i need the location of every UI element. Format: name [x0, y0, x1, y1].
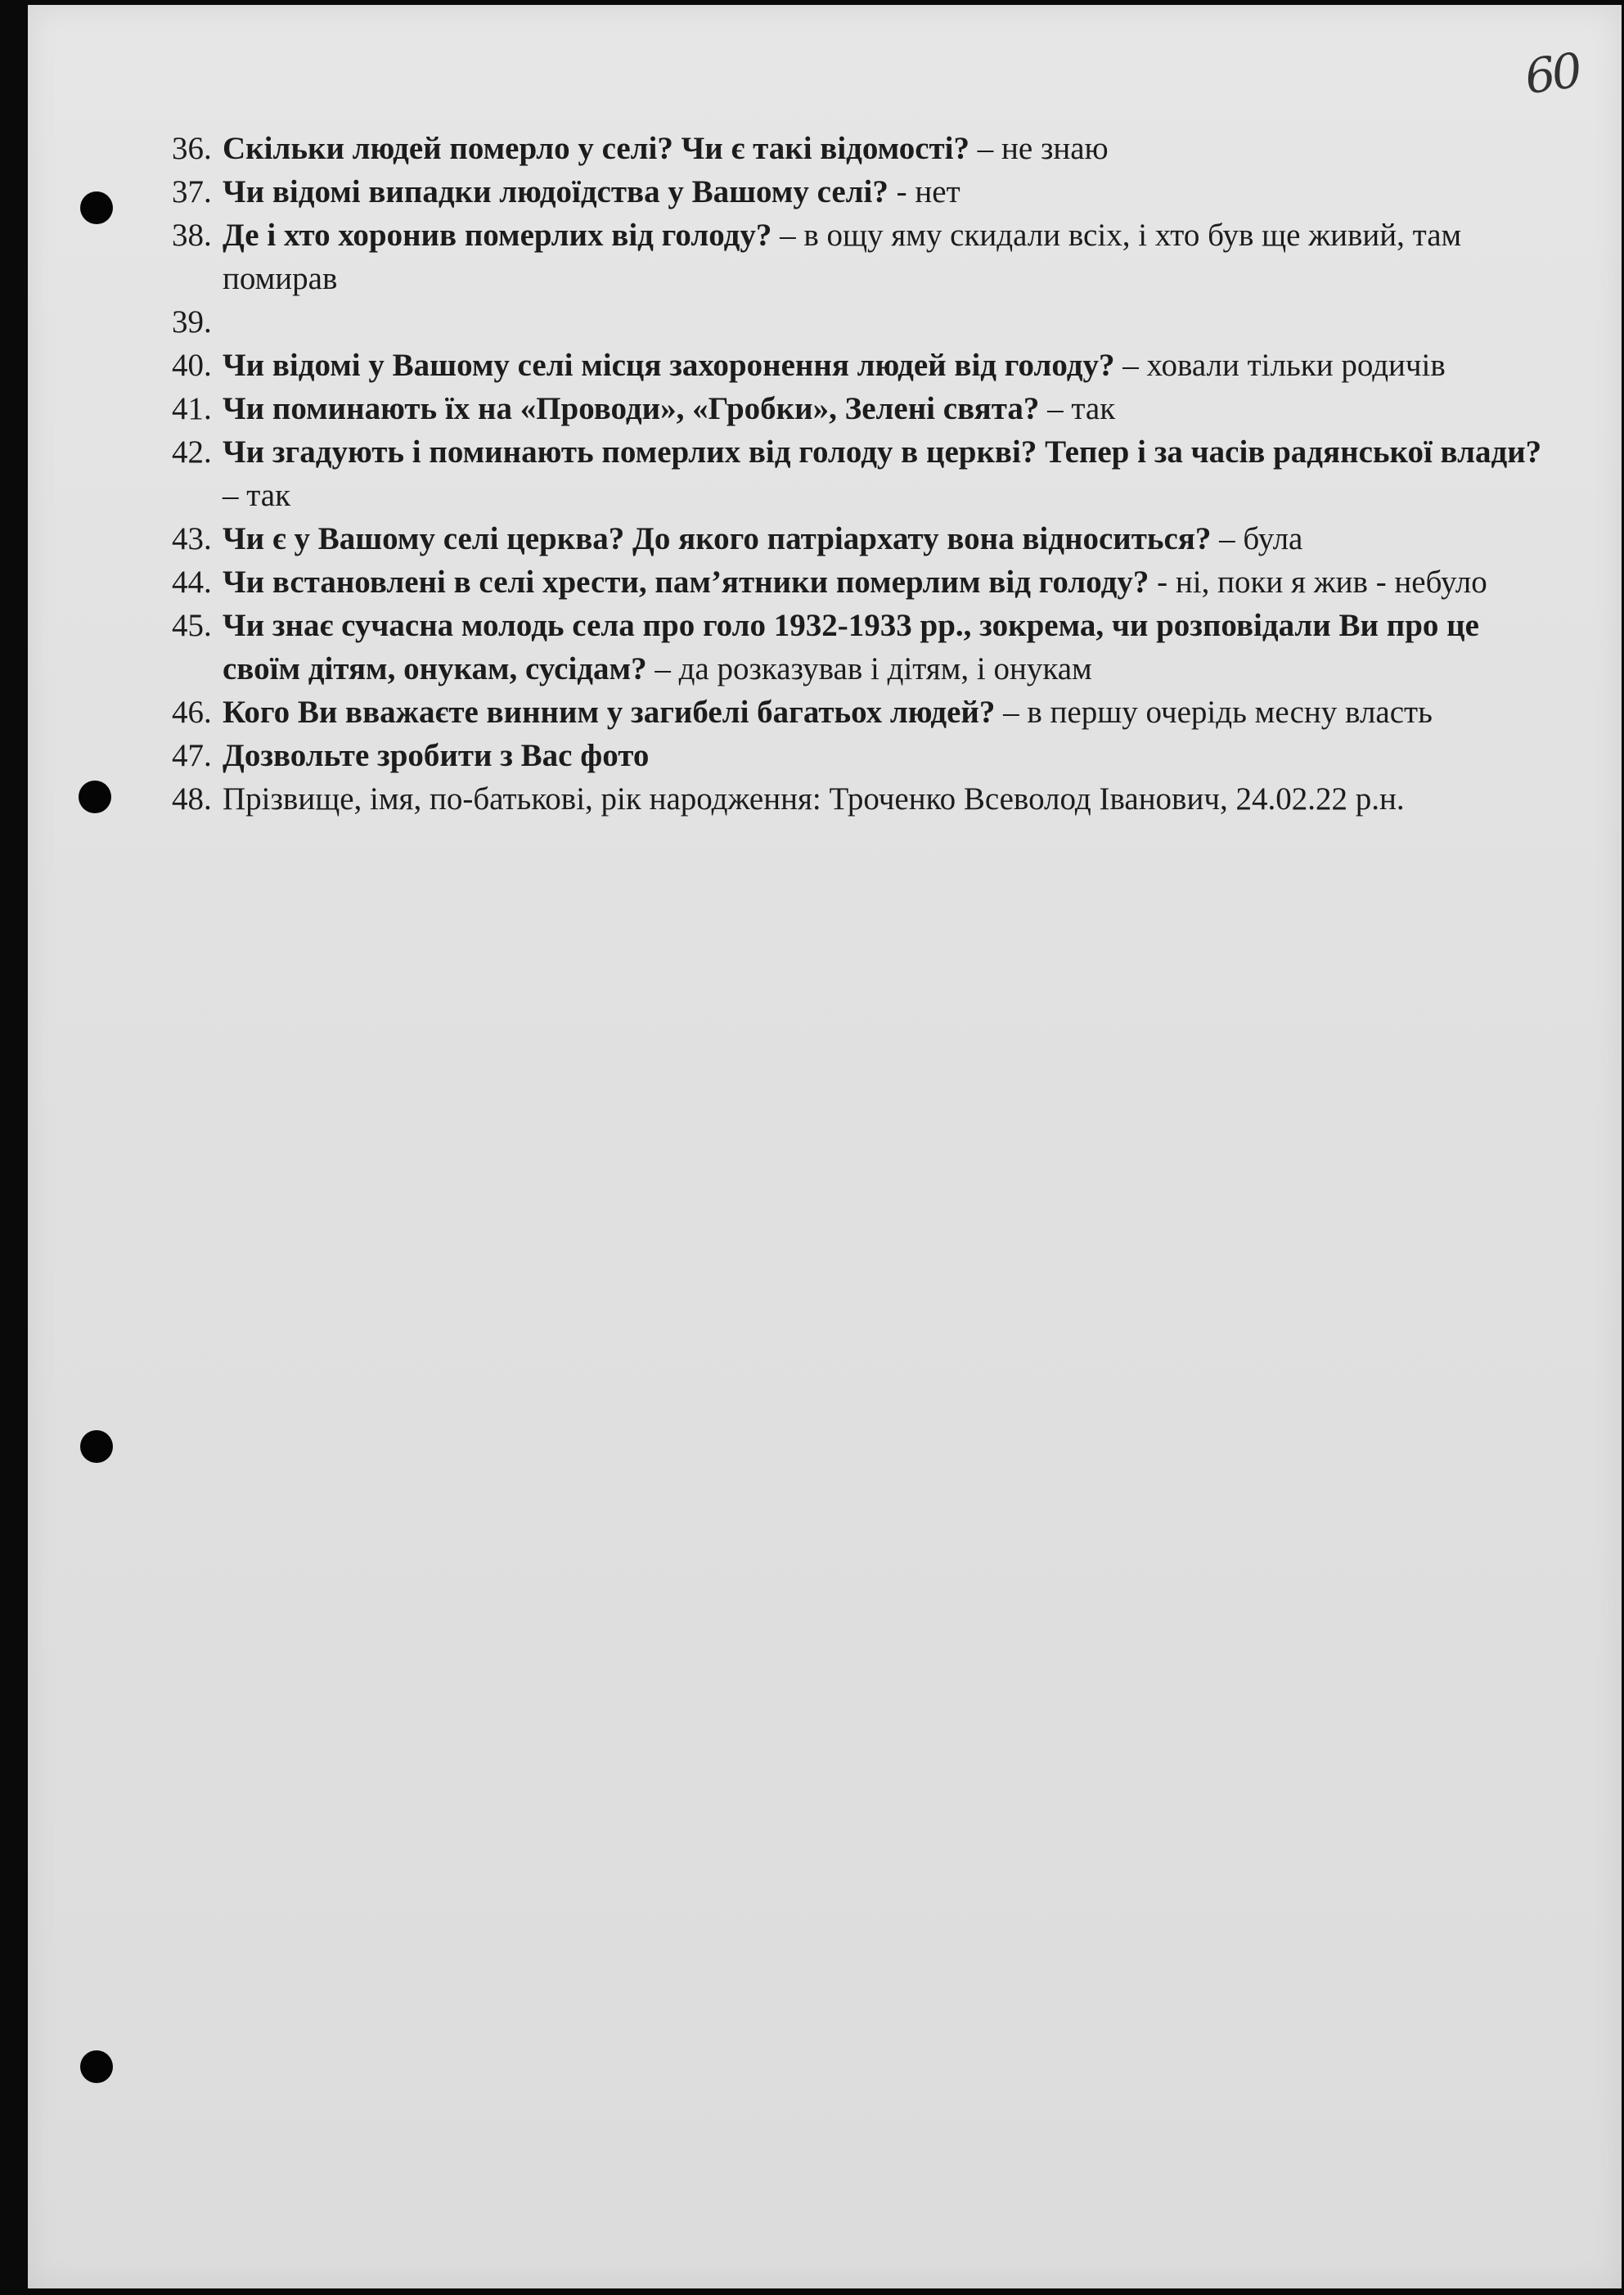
- question-number: 44.: [172, 565, 212, 600]
- question-number: 48.: [172, 781, 212, 817]
- question-text: Кого Ви вважаєте винним у загибелі багатьох людей?: [223, 695, 996, 730]
- question-item: [172, 604, 1546, 691]
- question-number: 41.: [172, 391, 212, 426]
- question-body: [223, 344, 1546, 387]
- question-body: [223, 127, 1546, 170]
- answer-text: – да розказував і дітям, і онукам: [646, 651, 1092, 686]
- answer-text: – не знаю: [969, 131, 1109, 166]
- question-text: Чи відомі у Вашому селі місця захоронення людей від голоду?: [223, 348, 1115, 383]
- answer-text: - нет: [888, 174, 960, 209]
- answer-text: – була: [1211, 521, 1303, 556]
- question-text: Скільки людей померло у селі? Чи є такі відомості?: [223, 131, 970, 166]
- question-body: [223, 214, 1546, 300]
- answer-text: – ховали тільки родичів: [1114, 348, 1446, 383]
- punch-hole: [79, 781, 111, 813]
- question-body: [223, 387, 1546, 430]
- question-item: [172, 387, 1546, 430]
- answer-text: – в ощу яму скидали всіх, і хто був ще живий, там помирав: [223, 218, 1462, 296]
- question-body: [223, 560, 1546, 604]
- question-text: Дозвольте зробити з Вас фото: [223, 738, 650, 773]
- question-text: Чи відомі випадки людоїдства у Вашому селі?: [223, 174, 888, 209]
- questionnaire-list: [172, 127, 1546, 821]
- question-number: 45.: [172, 608, 212, 643]
- question-body: [223, 777, 1546, 821]
- question-number: 43.: [172, 521, 212, 556]
- question-text: Чи є у Вашому селі церква? До якого патріархату вона відноситься?: [223, 521, 1212, 556]
- answer-text: – так: [1039, 391, 1116, 426]
- question-body: [223, 604, 1546, 691]
- question-number: 40.: [172, 348, 212, 383]
- question-item: [172, 517, 1546, 560]
- answer-text: – так: [223, 478, 291, 513]
- question-number: 39.: [172, 304, 212, 340]
- question-item: [172, 214, 1546, 300]
- punch-hole: [80, 191, 113, 224]
- question-item: [172, 127, 1546, 170]
- question-body: [223, 734, 1546, 777]
- question-item: [172, 691, 1546, 734]
- question-item: [172, 777, 1546, 821]
- answer-text: - ні, поки я жив - небуло: [1149, 565, 1487, 600]
- question-number: 42.: [172, 434, 212, 470]
- question-number: 38.: [172, 218, 212, 253]
- question-item: [172, 430, 1546, 517]
- punch-hole: [80, 1430, 113, 1463]
- question-item: [172, 300, 1546, 344]
- question-body: [223, 430, 1546, 517]
- question-text: Чи поминають їх на «Проводи», «Гробки», Зелені свята?: [223, 391, 1040, 426]
- question-item: [172, 170, 1546, 214]
- question-body: [223, 517, 1546, 560]
- question-text: Чи встановлені в селі хрести, пам’ятники померлим від голоду?: [223, 565, 1149, 600]
- question-item: [172, 560, 1546, 604]
- question-text: Чи згадують і поминають померлих від голоду в церкві? Тепер і за часів радянської влади?: [223, 434, 1542, 470]
- question-text: Де і хто хоронив померлих від голоду?: [223, 218, 772, 253]
- question-number: 46.: [172, 695, 212, 730]
- question-item: [172, 344, 1546, 387]
- answer-text: – в першу очерідь месну власть: [995, 695, 1433, 730]
- question-number: 37.: [172, 174, 212, 209]
- question-text: Прізвище, імя, по-батькові, рік народження: Троченко Всеволод Іванович, 24.02.22 р.н.: [223, 781, 1405, 817]
- question-text: Чи знає сучасна молодь села про голо 1932-1933 рр., зокрема, чи розповідали Ви про це своїм дітям, онукам, сусідам?: [223, 608, 1479, 686]
- question-number: 36.: [172, 131, 212, 166]
- question-number: 47.: [172, 738, 212, 773]
- question-item: [172, 734, 1546, 777]
- question-body: [223, 691, 1546, 734]
- handwritten-page-number: 60: [1521, 42, 1583, 106]
- question-body: [223, 170, 1546, 214]
- question-body: [223, 300, 1546, 344]
- punch-hole: [80, 2050, 113, 2083]
